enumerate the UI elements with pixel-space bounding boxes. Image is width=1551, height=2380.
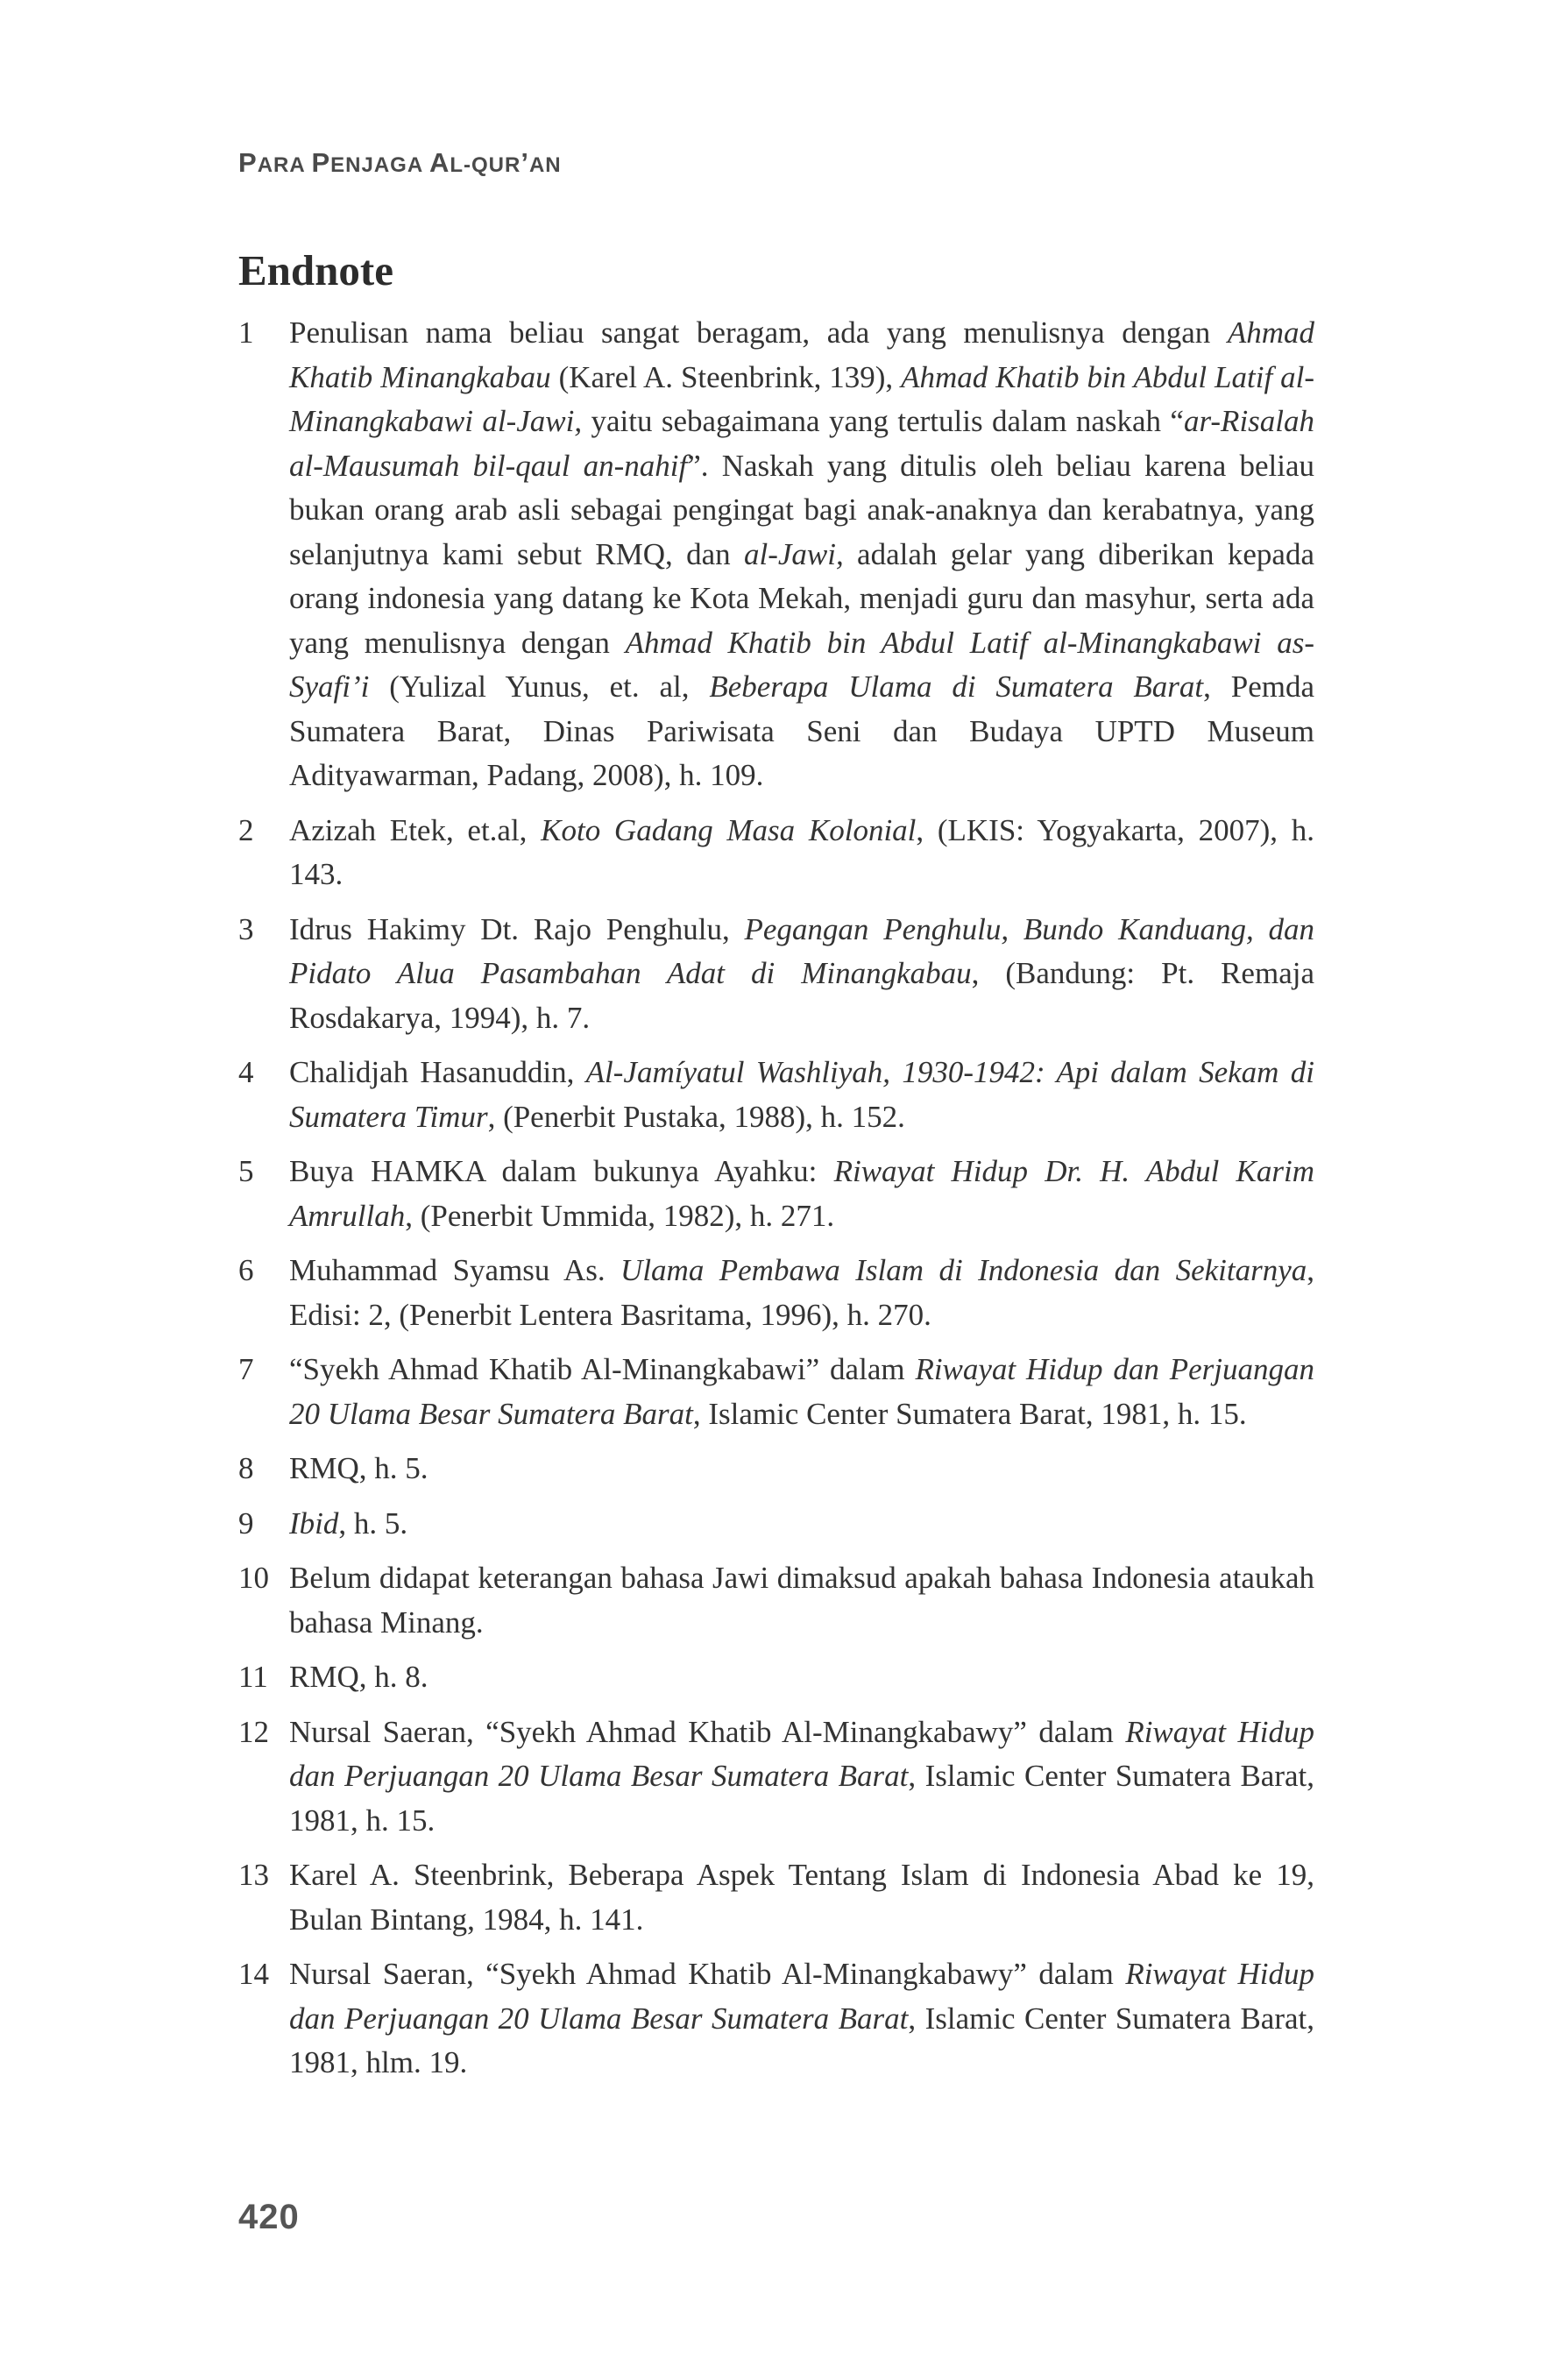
endnote-text xyxy=(289,1502,1314,1547)
endnote-item xyxy=(238,311,1314,798)
endnote-number: 1 xyxy=(238,315,254,350)
endnote-number: 14 xyxy=(238,1957,269,1991)
endnote-number: 4 xyxy=(238,1055,254,1089)
endnote-text-segment: (Karel A. Steenbrink, 139), xyxy=(550,359,902,394)
running-head-smallcaps: L-Q xyxy=(450,153,489,177)
endnote-italic-segment: Riwayat Hidup dan Perjuangan 20 Ulama Besar Sumatera Barat xyxy=(289,1957,1314,2036)
endnote-text-segment: , Islamic Center Sumatera Barat, 1981, h. 15. xyxy=(692,1396,1247,1431)
running-head-initial: P xyxy=(238,147,258,178)
endnote-text-segment: Nursal Saeran, “Syekh Ahmad Khatib Al-Minangkabawy” dalam xyxy=(289,1714,1126,1749)
endnote-text-segment: yaitu sebagaimana yang tertulis dalam naskah “ xyxy=(582,404,1184,438)
endnote-item xyxy=(238,908,1314,1041)
endnote-text xyxy=(289,1249,1314,1337)
running-head-apostrophe: ’ xyxy=(521,147,529,178)
endnote-italic-segment: Al-Jamíyatul Washliyah, 1930-1942: Api dalam Sekam di Sumatera Timur xyxy=(289,1055,1314,1134)
endnote-text xyxy=(289,809,1314,897)
endnote-text-segment: , (LKIS: Yogyakarta, 2007), h. 143. xyxy=(289,812,1314,891)
endnote-text-segment: Belum didapat keterangan bahasa Jawi dimaksud apakah bahasa Indonesia ataukah bahasa Minang. xyxy=(289,1561,1314,1640)
endnote-text-segment: , h. 5. xyxy=(338,1505,408,1541)
endnote-text-segment: , Islamic Center Sumatera Barat, 1981, h. 15. xyxy=(289,1759,1314,1838)
endnote-number: 6 xyxy=(238,1253,254,1287)
endnote-text-segment: , Pemda Sumatera Barat, Dinas Pariwisata Seni dan Budaya UPTD Museum Adityawarman, Padang, 2008), h. 109. xyxy=(289,669,1315,792)
endnote-text xyxy=(289,1952,1314,2086)
endnote-number: 10 xyxy=(238,1561,269,1595)
endnote-text xyxy=(289,1556,1314,1645)
endnote-text-segment: Idrus Hakimy Dt. Rajo Penghulu, xyxy=(289,911,745,946)
endnote-italic-segment: Riwayat Hidup Dr. H. Abdul Karim Amrullah xyxy=(289,1154,1314,1233)
endnote-text-segment: ”. Naskah yang ditulis oleh beliau karena beliau bukan orang arab asli sebagai pengingat bagi anak-anaknya dan kerabatnya, yang selanjutnya kami sebut RMQ, dan xyxy=(289,448,1314,571)
endnote-item xyxy=(238,1447,1314,1491)
running-head-initial: P xyxy=(311,147,331,178)
endnote-text xyxy=(289,908,1314,1041)
endnote-item xyxy=(238,1655,1314,1700)
running-head-smallcaps: AN xyxy=(528,153,562,177)
endnote-number: 5 xyxy=(238,1154,254,1188)
endnote-italic-segment: Ibid xyxy=(289,1505,339,1541)
endnote-number: 2 xyxy=(238,812,254,847)
endnote-number: 8 xyxy=(238,1451,254,1485)
endnote-text xyxy=(289,1447,1314,1491)
running-head-smallcaps: UR xyxy=(488,153,521,177)
endnote-text-segment: “Syekh Ahmad Khatib Al-Minangkabawi” dalam xyxy=(289,1352,916,1386)
endnote-italic-segment: Beberapa Ulama di Sumatera Barat xyxy=(709,669,1204,704)
endnote-number: 9 xyxy=(238,1505,254,1541)
endnote-text-segment: Muhammad Syamsu As. xyxy=(289,1253,621,1287)
endnote-list xyxy=(238,311,1314,2096)
endnote-italic-segment: Ulama Pembawa Islam di Indonesia dan Sekitarnya xyxy=(620,1253,1307,1287)
running-head xyxy=(238,147,562,179)
section-title: Endnote xyxy=(238,246,394,294)
endnote-text-segment: adalah gelar yang diberikan kepada orang indonesia yang datang ke Kota Mekah, menjadi guru dan masyhur, serta ada yang menulisnya dengan xyxy=(289,536,1314,660)
endnote-item xyxy=(238,1952,1314,2086)
endnote-text-segment: RMQ, h. 5. xyxy=(289,1451,428,1485)
endnote-item xyxy=(238,1051,1314,1139)
endnote-text-segment: Buya HAMKA dalam bukunya Ayahku: xyxy=(289,1154,834,1188)
endnote-text-segment: Karel A. Steenbrink, Beberapa Aspek Tentang Islam di Indonesia Abad ke 19, Bulan Bintang, 1984, h. 141. xyxy=(289,1858,1314,1937)
endnote-text-segment: , (Penerbit Pustaka, 1988), h. 152. xyxy=(487,1099,905,1134)
endnote-italic-segment: Ahmad Khatib Minangkabau xyxy=(289,315,1314,394)
endnote-item xyxy=(238,1249,1314,1337)
endnote-item xyxy=(238,1853,1314,1942)
endnote-text xyxy=(289,1853,1314,1942)
endnote-italic-segment: Koto Gadang Masa Kolonial xyxy=(541,812,917,847)
endnote-text-segment: Azizah Etek, et.al, xyxy=(289,812,542,847)
endnote-item xyxy=(238,1711,1314,1844)
endnote-text xyxy=(289,1655,1314,1700)
endnote-text xyxy=(289,1150,1314,1238)
endnote-italic-segment: Ahmad Khatib bin Abdul Latif al-Minangkabawi al-Jawi, xyxy=(289,359,1314,438)
endnote-item xyxy=(238,1348,1314,1436)
endnote-italic-segment: Ahmad Khatib bin Abdul Latif al-Minangkabawi as-Syafi’i xyxy=(289,625,1314,704)
endnote-text xyxy=(289,1051,1314,1139)
endnote-text-segment: Nursal Saeran, “Syekh Ahmad Khatib Al-Minangkabawy” dalam xyxy=(289,1957,1126,1991)
page-number: 420 xyxy=(238,2198,300,2236)
endnote-italic-segment: Pegangan Penghulu, Bundo Kanduang, dan Pidato Alua Pasambahan Adat di Minangkabau xyxy=(289,911,1314,990)
endnote-text-segment: , (Penerbit Ummida, 1982), h. 271. xyxy=(405,1198,835,1233)
endnote-text-segment: Penulisan nama beliau sangat beragam, ada yang menulisnya dengan xyxy=(289,315,1228,350)
endnote-text-segment: , Islamic Center Sumatera Barat, 1981, hlm. 19. xyxy=(289,2001,1314,2079)
endnote-text xyxy=(289,1348,1314,1436)
endnote-text-segment: , Edisi: 2, (Penerbit Lentera Basritama, 1996), h. 270. xyxy=(289,1253,1314,1332)
endnote-number: 12 xyxy=(238,1714,269,1749)
endnote-text-segment: RMQ, h. 8. xyxy=(289,1660,428,1694)
endnote-item xyxy=(238,1502,1314,1547)
running-head-smallcaps: ARA xyxy=(257,153,312,177)
endnote-number: 3 xyxy=(238,911,254,946)
endnote-number: 13 xyxy=(238,1858,269,1892)
endnote-number: 11 xyxy=(238,1660,268,1694)
running-head-smallcaps: ENJAGA xyxy=(330,153,429,177)
endnote-text-segment: , (Bandung: Pt. Remaja Rosdakarya, 1994), h. 7. xyxy=(289,956,1314,1035)
endnote-item xyxy=(238,1150,1314,1238)
endnote-number: 7 xyxy=(238,1352,254,1386)
running-head-initial: A xyxy=(428,147,450,178)
endnote-text xyxy=(289,311,1314,798)
endnote-text xyxy=(289,1711,1314,1844)
endnote-italic-segment: al-Jawi, xyxy=(743,536,844,571)
endnote-text-segment: Chalidjah Hasanuddin, xyxy=(289,1055,586,1089)
endnote-italic-segment: ar-Risalah al-Mausumah bil-qaul an-nahif xyxy=(289,404,1315,483)
endnote-item xyxy=(238,809,1314,897)
endnote-item xyxy=(238,1556,1314,1645)
endnote-italic-segment: Riwayat Hidup dan Perjuangan 20 Ulama Besar Sumatera Barat xyxy=(289,1352,1315,1431)
endnote-italic-segment: Riwayat Hidup dan Perjuangan 20 Ulama Besar Sumatera Barat xyxy=(289,1714,1314,1793)
endnote-text-segment: (Yulizal Yunus, et. al, xyxy=(369,669,710,704)
